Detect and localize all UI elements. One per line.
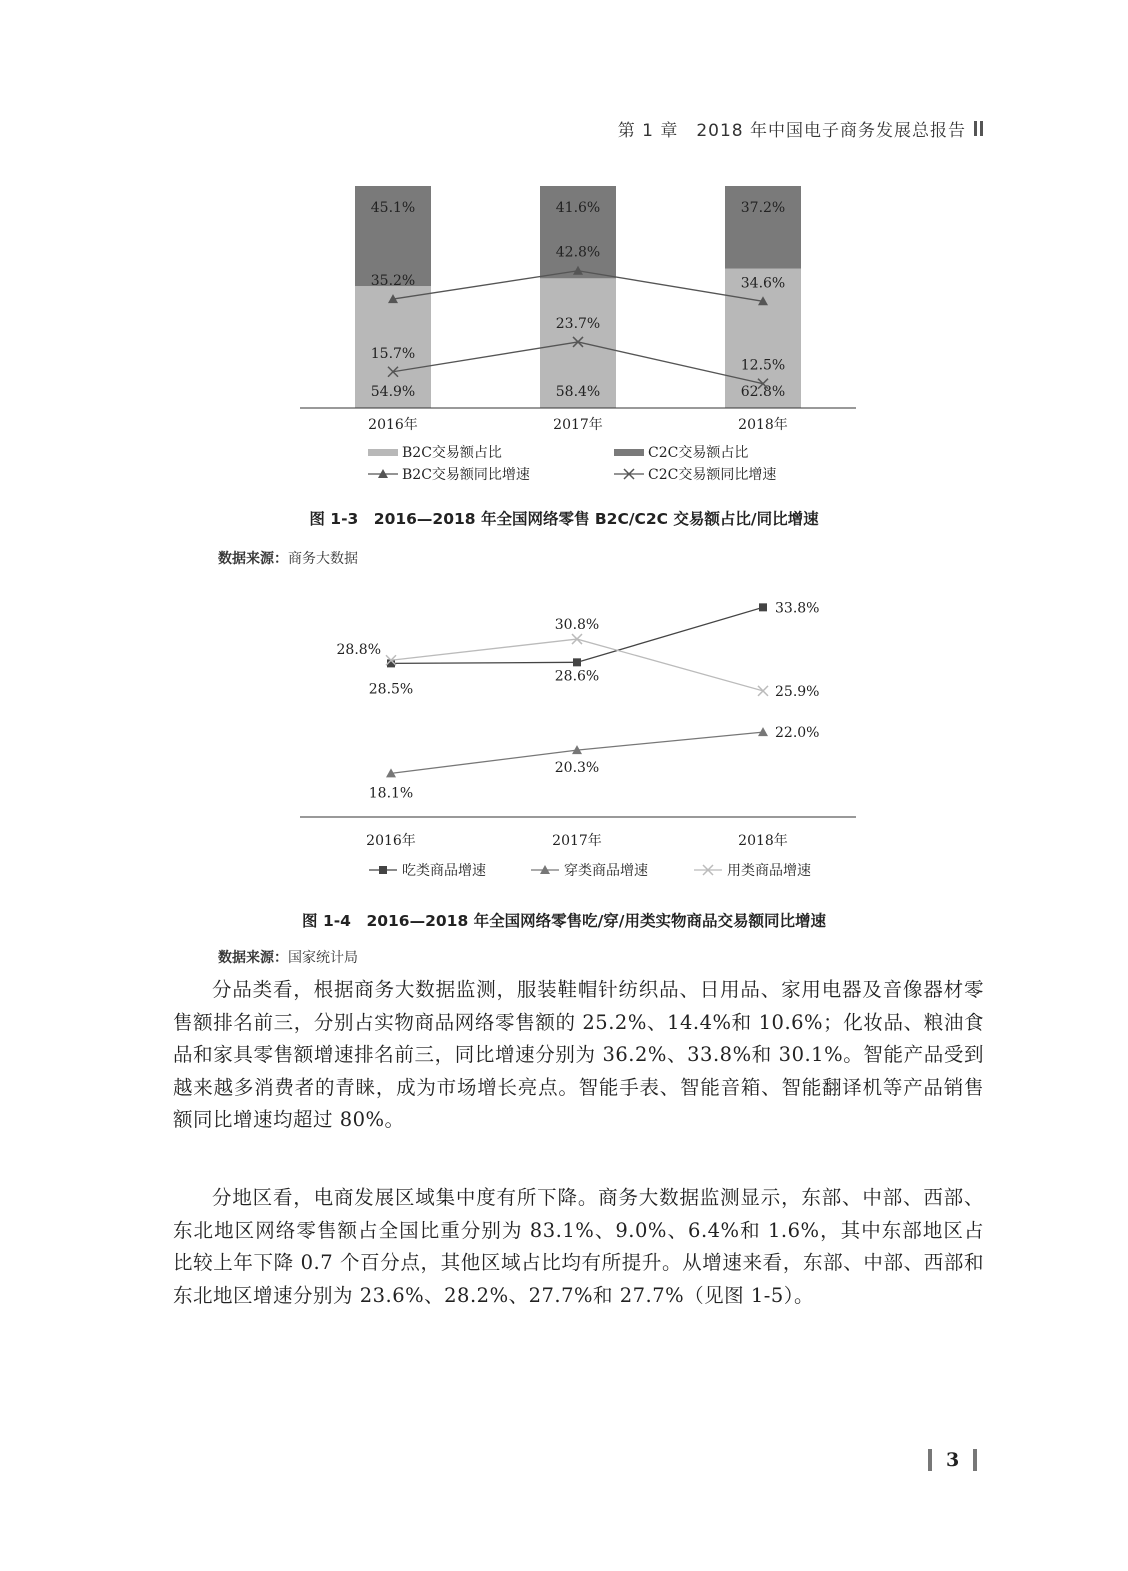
marker-x <box>758 686 768 696</box>
data-label-growth: 15.7% <box>370 345 416 362</box>
marker-triangle <box>758 727 768 736</box>
figure-caption-1-3: 图 1-3 2016—2018 年全国网络零售 B2C/C2C 交易额占比/同比增速 <box>309 510 819 528</box>
chart-category-growth <box>0 595 1128 895</box>
paragraph-by-region: 分地区看，电商发展区域集中度有所下降。商务大数据监测显示，东部、中部、西部、东北地区网络零售额占全国比重分别为 83.1%、9.0%、6.4%和 1.6%，其中东部地区占比较上年下降 0.7 个百分点，其他区域占比均有所提升。从增速来看，东部、中部、西部和东北地区增速分别为 23.6%、28.2%、27.7%和 27.7%（见图 1-5）。 <box>173 1186 984 1307</box>
legend-label: B2C交易额占比 <box>402 445 502 461</box>
data-source-2 <box>218 947 358 967</box>
legend-label: C2C交易额同比增速 <box>648 467 777 483</box>
data-source-label: 数据来源： <box>218 950 288 966</box>
data-label-c2c-share: 37.2% <box>740 200 786 216</box>
legend-label: 吃类商品增速 <box>402 863 486 879</box>
data-label: 22.0% <box>775 725 820 742</box>
legend-swatch <box>614 449 644 456</box>
x-tick-label: 2016年 <box>366 833 416 849</box>
data-label: 30.8% <box>554 617 600 634</box>
legend-marker <box>379 866 387 874</box>
x-tick-label: 2017年 <box>553 417 603 433</box>
data-label-b2c-share: 58.4% <box>555 384 601 400</box>
data-source-value: 国家统计局 <box>288 950 358 966</box>
data-label: 25.9% <box>775 683 820 700</box>
data-label-c2c-share: 45.1% <box>370 200 416 216</box>
data-label-growth: 12.5% <box>740 357 786 374</box>
data-label-b2c-share: 54.9% <box>370 384 416 400</box>
legend-label: B2C交易额同比增速 <box>402 467 530 483</box>
data-label-growth: 42.8% <box>555 244 601 261</box>
data-source-label: 数据来源： <box>218 551 288 567</box>
data-label-c2c-share: 41.6% <box>555 200 601 216</box>
data-label-b2c-share: 62.8% <box>740 384 786 400</box>
legend-label: C2C交易额占比 <box>648 445 749 461</box>
page-number-block <box>928 1449 977 1471</box>
line-series <box>391 607 763 663</box>
data-label: 28.5% <box>368 681 414 698</box>
header-bars-icon <box>974 121 983 136</box>
paragraph-by-category: 分品类看，根据商务大数据监测，服装鞋帽针纺织品、日用品、家用电器及音像器材零售额排名前三，分别占实物商品网络零售额的 25.2%、14.4%和 10.6%；化妆品、粮油食品和家具零售额增速排名前三，同比增速分别为 36.2%、33.8%和 30.1%。智能产品受到越来越多消费者的青睐，成为市场增长亮点。智能手表、智能音箱、智能翻译机等产品销售额同比增速均超过 80%。 <box>173 978 984 1131</box>
data-label-growth: 23.7% <box>555 315 601 332</box>
data-label: 33.8% <box>775 600 820 617</box>
x-tick-label: 2017年 <box>552 833 602 849</box>
legend-label: 穿类商品增速 <box>564 863 648 879</box>
marker-square <box>759 603 767 611</box>
x-tick-label: 2018年 <box>738 417 788 433</box>
page-bar-icon <box>973 1449 977 1471</box>
running-header <box>618 116 983 141</box>
data-label: 28.6% <box>554 668 600 685</box>
legend-swatch <box>368 449 398 456</box>
data-label: 18.1% <box>368 785 414 802</box>
legend-label: 用类商品增速 <box>727 863 811 879</box>
figure-caption-1-4: 图 1-4 2016—2018 年全国网络零售吃/穿/用类实物商品交易额同比增速 <box>302 912 826 930</box>
data-label-growth: 34.6% <box>740 275 786 292</box>
page-bar-icon <box>928 1449 932 1471</box>
data-label: 28.8% <box>336 642 381 659</box>
x-tick-label: 2016年 <box>368 417 418 433</box>
marker-square <box>573 658 581 666</box>
bar-c2c <box>725 186 801 269</box>
x-tick-label: 2018年 <box>738 833 788 849</box>
data-label: 20.3% <box>554 760 600 777</box>
data-label-growth: 35.2% <box>370 273 416 290</box>
chart-b2c-c2c <box>0 160 1128 495</box>
header-title: 第 1 章 2018 年中国电子商务发展总报告 <box>617 121 966 141</box>
page-number: 3 <box>946 1449 960 1471</box>
data-source-value: 商务大数据 <box>288 551 358 567</box>
data-source-1 <box>218 548 358 568</box>
